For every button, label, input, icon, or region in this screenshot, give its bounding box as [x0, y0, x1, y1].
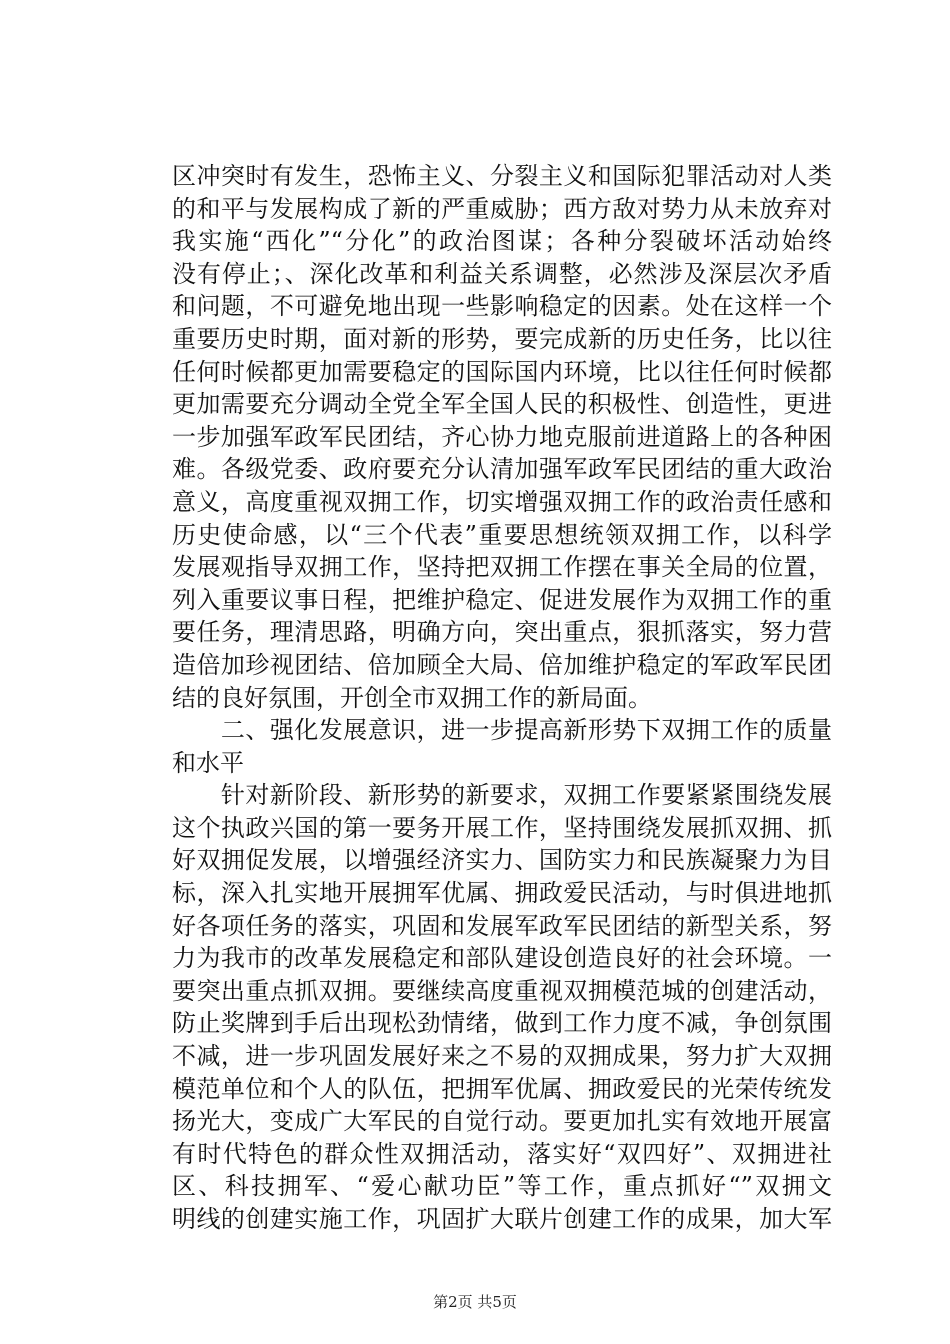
text-line: 重要历史时期，面对新的形势，要完成新的历史任务，比以往: [172, 324, 832, 353]
text-line: 明线的创建实施工作，巩固扩大联片创建工作的成果，加大军: [172, 1205, 832, 1233]
text-line: 模范单位和个人的队伍，把拥军优属、拥政爱民的光荣传统发: [172, 1074, 832, 1103]
text-line: 的和平与发展构成了新的严重威胁；西方敌对势力从未放弃对: [172, 194, 832, 223]
text-line: 发展观指导双拥工作，坚持把双拥工作摆在事关全局的位置，: [172, 553, 832, 582]
text-line: 造倍加珍视团结、倍加顾全大局、倍加维护稳定的军政军民团: [172, 650, 832, 679]
body-text: [172, 160, 832, 1236]
text-line: 和问题，不可避免地出现一些影响稳定的因素。处在这样一个: [172, 292, 832, 321]
text-line: 区、科技拥军、“爱心献功臣”等工作，重点抓好“”双拥文: [172, 1172, 832, 1201]
text-line: 没有停止；、深化改革和利益关系调整，必然涉及深层次矛盾: [172, 259, 832, 288]
text-line: 这个执政兴国的第一要务开展工作，坚持围绕发展抓双拥、抓: [172, 813, 832, 842]
text-line: 难。各级党委、政府要充分认清加强军政军民团结的重大政治: [172, 455, 832, 484]
section-heading-line: 和水平: [172, 748, 244, 777]
text-line: 我实施“西化”“分化”的政治图谋；各种分裂破坏活动始终: [172, 227, 832, 256]
text-line: 标，深入扎实地开展拥军优属、拥政爱民活动，与时俱进地抓: [172, 879, 832, 908]
text-line: 结的良好氛围，开创全市双拥工作的新局面。: [172, 683, 652, 712]
text-line: 历史使命感，以“三个代表”重要思想统领双拥工作，以科学: [172, 520, 832, 549]
text-line: 区冲突时有发生，恐怖主义、分裂主义和国际犯罪活动对人类: [172, 162, 832, 190]
text-line: 力为我市的改革发展稳定和部队建设创造良好的社会环境。一: [172, 944, 832, 973]
text-line: 防止奖牌到手后出现松劲情绪，做到工作力度不减，争创氛围: [172, 1009, 832, 1038]
section-heading-line: 二、强化发展意识，进一步提高新形势下双拥工作的质量: [172, 716, 832, 745]
text-line: 要突出重点抓双拥。要继续高度重视双拥模范城的创建活动，: [172, 976, 832, 1005]
text-line: 要任务，理清思路，明确方向，突出重点，狠抓落实，努力营: [172, 618, 832, 647]
text-line: 好各项任务的落实，巩固和发展军政军民团结的新型关系，努: [172, 911, 832, 940]
text-line: 好双拥促发展，以增强经济实力、国防实力和民族凝聚力为目: [172, 846, 832, 875]
page-number-footer: 第2页 共5页: [433, 1293, 517, 1311]
text-line: 意义，高度重视双拥工作，切实增强双拥工作的政治责任感和: [172, 487, 832, 516]
text-line: 一步加强军政军民团结，齐心协力地克服前进道路上的各种困: [172, 422, 832, 451]
text-line: 不减，进一步巩固发展好来之不易的双拥成果，努力扩大双拥: [172, 1042, 832, 1071]
text-line: 更加需要充分调动全党全军全国人民的积极性、创造性，更进: [172, 390, 832, 419]
text-line: 列入重要议事日程，把维护稳定、促进发展作为双拥工作的重: [172, 585, 832, 614]
text-line: 扬光大，变成广大军民的自觉行动。要更加扎实有效地开展富: [172, 1107, 832, 1136]
text-line: 针对新阶段、新形势的新要求，双拥工作要紧紧围绕发展: [172, 781, 832, 810]
text-line: 任何时候都更加需要稳定的国际国内环境，比以往任何时候都: [172, 357, 832, 386]
text-line: 有时代特色的群众性双拥活动，落实好“双四好”、双拥进社: [172, 1139, 832, 1168]
